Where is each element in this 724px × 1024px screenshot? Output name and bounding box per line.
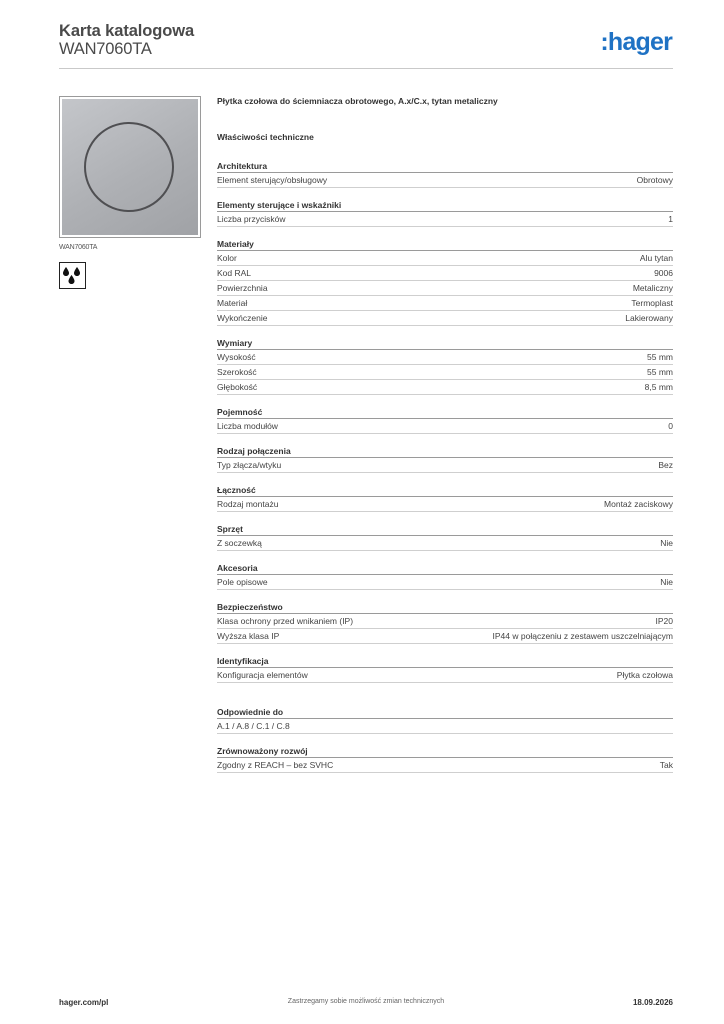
property-row bbox=[217, 497, 673, 512]
spacer bbox=[217, 590, 673, 601]
property-value: 55 mm bbox=[647, 367, 673, 377]
group-title: Materiały bbox=[217, 238, 673, 251]
sustainability-value: Tak bbox=[659, 760, 673, 770]
property-value: 8,5 mm bbox=[644, 382, 673, 392]
footer-notice: Zastrzegamy sobie możliwość zmian technicznych bbox=[287, 998, 445, 1005]
property-value: 1 bbox=[668, 214, 673, 224]
property-row bbox=[217, 536, 673, 551]
property-label: Wysokość bbox=[217, 352, 256, 362]
group-title: Rodzaj połączenia bbox=[217, 445, 673, 458]
property-row bbox=[217, 380, 673, 395]
property-row bbox=[217, 614, 673, 629]
property-label: Materiał bbox=[217, 298, 248, 308]
property-label: Kod RAL bbox=[217, 268, 252, 278]
property-label: Rodzaj montażu bbox=[217, 499, 279, 509]
property-value: 9006 bbox=[654, 268, 673, 278]
product-plate bbox=[62, 99, 198, 235]
sustainability-title: Zrównoważony rozwój bbox=[217, 745, 673, 758]
property-value: Nie bbox=[660, 538, 673, 548]
hager-logo bbox=[600, 27, 672, 57]
footer-date: 18.09.2026 bbox=[632, 998, 673, 1007]
property-row bbox=[217, 365, 673, 380]
property-row bbox=[217, 311, 673, 326]
property-value: 55 mm bbox=[647, 352, 673, 362]
group-title: Identyfikacja bbox=[217, 655, 673, 668]
property-row bbox=[217, 350, 673, 365]
group-title: Sprzęt bbox=[217, 523, 673, 536]
property-value: IP44 w połączeniu z zestawem uszczelniającym bbox=[492, 631, 673, 641]
property-label: Liczba przycisków bbox=[217, 214, 286, 224]
property-value: 0 bbox=[668, 421, 673, 431]
property-label: Liczba modułów bbox=[217, 421, 278, 431]
spacer bbox=[217, 683, 673, 706]
property-row bbox=[217, 668, 673, 683]
property-label: Wykończenie bbox=[217, 313, 268, 323]
product-image bbox=[59, 96, 201, 238]
spacer bbox=[217, 395, 673, 406]
suitable-title: Odpowiednie do bbox=[217, 706, 673, 719]
property-value: Termoplast bbox=[631, 298, 673, 308]
group-title: Architektura bbox=[217, 160, 673, 173]
product-image-caption: WAN7060TA bbox=[59, 244, 98, 251]
group-title: Łączność bbox=[217, 484, 673, 497]
property-label: Szerokość bbox=[217, 367, 257, 377]
property-value: Bez bbox=[658, 460, 673, 470]
footer-website: hager.com/pl bbox=[59, 998, 109, 1007]
property-label: Z soczewką bbox=[217, 538, 262, 548]
property-value: Montaż zaciskowy bbox=[604, 499, 673, 509]
property-value: Płytka czołowa bbox=[616, 670, 673, 680]
property-label: Konfiguracja elementów bbox=[217, 670, 308, 680]
spacer bbox=[217, 227, 673, 238]
property-label: Klasa ochrony przed wnikaniem (IP) bbox=[217, 616, 354, 626]
technical-content bbox=[217, 94, 673, 773]
product-code: WAN7060TA bbox=[59, 40, 152, 58]
logo-text: :hager bbox=[600, 28, 672, 56]
suitable-label: A.1 / A.8 / C.1 / C.8 bbox=[217, 721, 290, 731]
dimmer-ring bbox=[84, 122, 174, 212]
sustainability-label: Zgodny z REACH – bez SVHC bbox=[217, 760, 334, 770]
property-value: Alu tytan bbox=[639, 253, 673, 263]
property-row bbox=[217, 419, 673, 434]
sustainability-row bbox=[217, 758, 673, 773]
property-value: Metaliczny bbox=[632, 283, 673, 293]
spacer bbox=[217, 644, 673, 655]
ip-water-drops-icon bbox=[59, 262, 86, 289]
spacer bbox=[217, 326, 673, 337]
spacer bbox=[217, 188, 673, 199]
property-label: Powierzchnia bbox=[217, 283, 268, 293]
group-title: Elementy sterujące i wskaźniki bbox=[217, 199, 673, 212]
document-header bbox=[59, 20, 673, 68]
property-label: Typ złącza/wtyku bbox=[217, 460, 282, 470]
property-row bbox=[217, 575, 673, 590]
group-title: Bezpieczeństwo bbox=[217, 601, 673, 614]
technical-properties-title: Właściwości techniczne bbox=[217, 132, 314, 142]
property-groups bbox=[217, 160, 673, 683]
property-row bbox=[217, 266, 673, 281]
property-row bbox=[217, 251, 673, 266]
property-row bbox=[217, 173, 673, 188]
property-label: Element sterujący/obsługowy bbox=[217, 175, 328, 185]
spacer bbox=[217, 551, 673, 562]
document-title: Karta katalogowa bbox=[59, 22, 195, 40]
group-title: Pojemność bbox=[217, 406, 673, 419]
property-value: IP20 bbox=[655, 616, 673, 626]
property-row bbox=[217, 458, 673, 473]
property-row bbox=[217, 281, 673, 296]
property-label: Wyższa klasa IP bbox=[217, 631, 280, 641]
group-title: Wymiary bbox=[217, 337, 673, 350]
property-row bbox=[217, 296, 673, 311]
suitable-row bbox=[217, 719, 673, 734]
spacer bbox=[217, 734, 673, 745]
spacer bbox=[217, 512, 673, 523]
property-label: Pole opisowe bbox=[217, 577, 268, 587]
spacer bbox=[217, 434, 673, 445]
property-value: Nie bbox=[660, 577, 673, 587]
header-divider bbox=[59, 68, 673, 69]
property-label: Głębokość bbox=[217, 382, 258, 392]
group-title: Akcesoria bbox=[217, 562, 673, 575]
spacer bbox=[217, 473, 673, 484]
property-row bbox=[217, 212, 673, 227]
property-value: Obrotowy bbox=[636, 175, 673, 185]
product-description: Płytka czołowa do ściemniacza obrotowego, A.x/C.x, tytan metaliczny bbox=[217, 96, 498, 106]
property-label: Kolor bbox=[217, 253, 237, 263]
property-value: Lakierowany bbox=[625, 313, 673, 323]
property-row bbox=[217, 629, 673, 644]
